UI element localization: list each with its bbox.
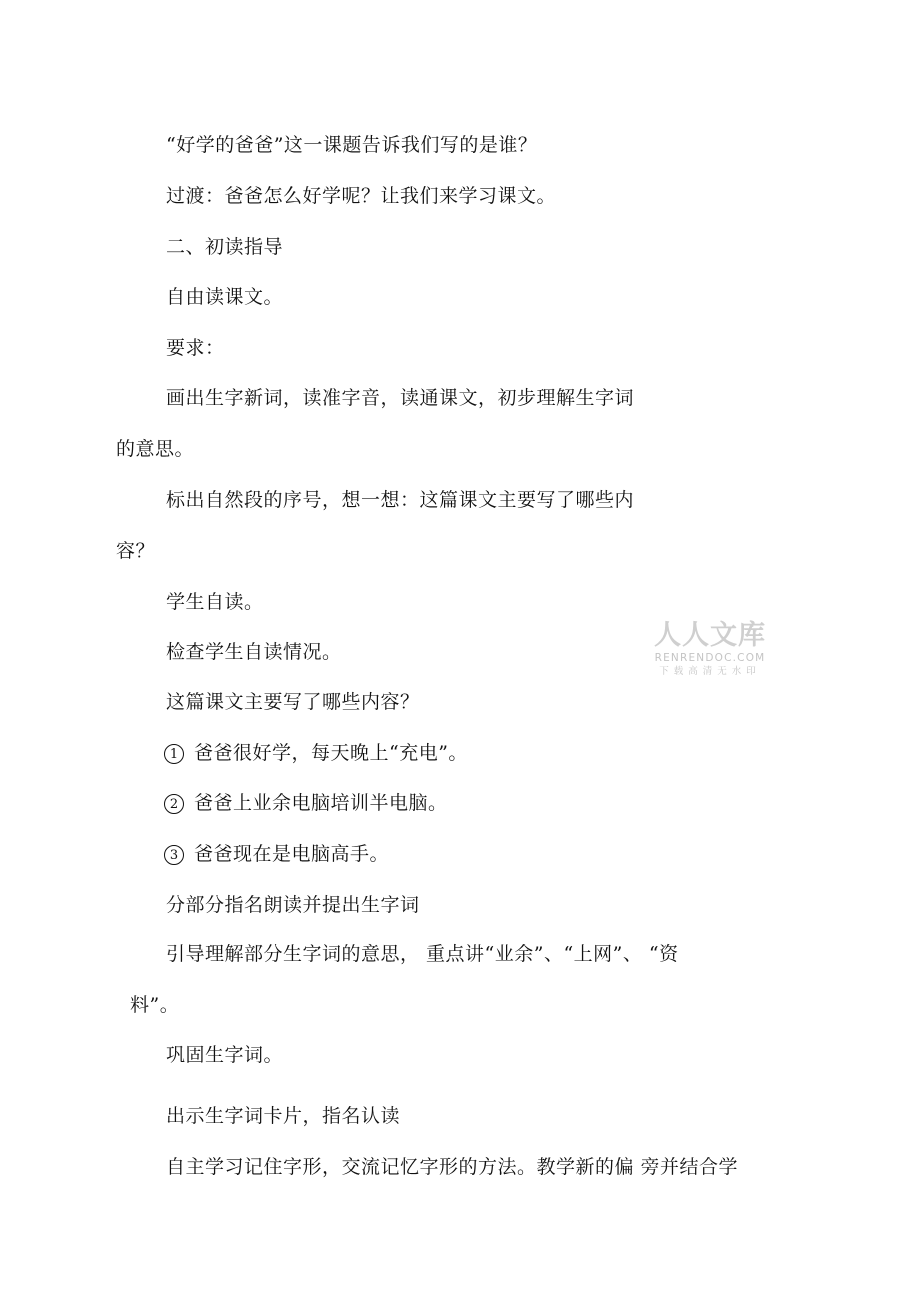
list-item-text: 爸爸很好学，每天晚上“充电”。 <box>194 742 468 764</box>
paragraph-title-question: “好学的爸爸”这一课题告诉我们写的是谁？ <box>166 134 538 156</box>
paragraph-requirement-1-start: 画出生字新词，读准字音，读通课文，初步理解生字词 <box>166 387 635 409</box>
list-item-text: 爸爸上业余电脑培训半电脑。 <box>194 792 448 814</box>
list-item <box>164 741 468 765</box>
list-item-text: 爸爸现在是电脑高手。 <box>194 843 390 865</box>
list-item <box>164 791 448 815</box>
paragraph-requirements: 要求： <box>166 337 225 359</box>
circled-number-marker: 1 <box>164 744 184 764</box>
paragraph-group-reading: 分部分指名朗读并提出生字词 <box>166 894 420 916</box>
paragraph-free-reading: 自由读课文。 <box>166 286 284 308</box>
watermark-logo <box>648 620 772 678</box>
paragraph-self-reading: 学生自读。 <box>166 591 264 613</box>
paragraph-requirement-2-start: 标出自然段的序号，想一想：这篇课文主要写了哪些内 <box>166 489 635 511</box>
watermark-title: 人人文库 <box>654 620 766 651</box>
section-heading: 二、初读指导 <box>166 236 284 258</box>
paragraph-guide-understanding-end: 料”。 <box>130 994 180 1016</box>
paragraph-requirement-2-end: 容？ <box>116 540 156 562</box>
paragraph-word-cards: 出示生字词卡片，指名认读 <box>166 1105 401 1127</box>
paragraph-transition: 过渡：爸爸怎么好学呢？让我们来学习课文。 <box>166 185 557 207</box>
paragraph-requirement-1-end: 的意思。 <box>116 438 195 460</box>
circled-number-marker: 3 <box>164 845 184 865</box>
watermark-subtitle: 下载高清无水印 <box>659 666 761 677</box>
paragraph-content-question: 这篇课文主要写了哪些内容？ <box>166 691 420 713</box>
paragraph-consolidate: 巩固生字词。 <box>166 1044 284 1066</box>
paragraph-self-study: 自主学习记住字形，交流记忆字形的方法。教学新的偏 旁并结合学 <box>166 1156 739 1178</box>
circled-number-marker: 2 <box>164 794 184 814</box>
watermark-url: RENRENDOC.COM <box>654 652 766 664</box>
paragraph-check-reading: 检查学生自读情况。 <box>166 641 342 663</box>
list-item <box>164 842 389 866</box>
paragraph-guide-understanding-start: 引导理解部分生字词的意思， 重点讲“业余”、“上网”、 “资 <box>166 943 679 965</box>
